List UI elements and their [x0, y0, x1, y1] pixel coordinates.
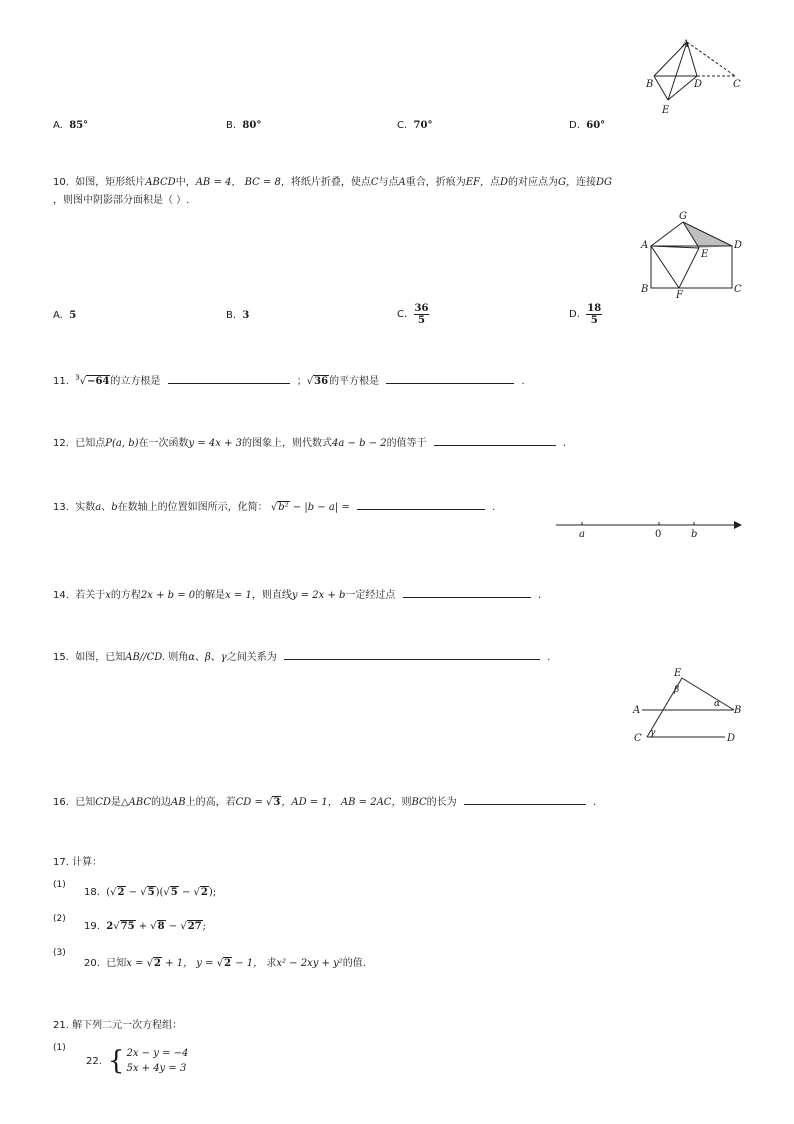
q13-number-line	[554, 515, 746, 543]
q9-label-c: C	[733, 79, 741, 90]
q11-blank-2[interactable]	[386, 373, 514, 384]
q10-label-g: G	[679, 211, 687, 222]
q15-figure	[630, 666, 746, 746]
q21-part-1: 22. { 2x − y = −4 5x + 4y = 3	[86, 1046, 189, 1076]
q17-part-1-index: (1)	[53, 880, 66, 890]
q10-label-d: D	[734, 240, 743, 251]
q10-option-a[interactable]: A. 5	[53, 310, 77, 321]
q10-label-a: A	[641, 240, 649, 251]
q15-label-e: E	[674, 668, 682, 679]
q17-part-2-index: (2)	[53, 914, 66, 924]
q15-label-b: B	[734, 705, 742, 716]
q9-option-d[interactable]: D. 60°	[569, 120, 606, 131]
q10-figure	[636, 210, 746, 300]
q10-option-d-fraction: $\frac{18}{5}$	[587, 303, 602, 326]
q16-blank[interactable]	[464, 794, 586, 805]
q13-blank[interactable]	[357, 499, 485, 510]
q9-option-b[interactable]: B. 80°	[226, 120, 262, 131]
q15-label-c: C	[634, 733, 642, 744]
q10-label-c: C	[734, 284, 742, 295]
q10-stem: 10. 如图，矩形纸片ABCD中，AB = 4， BC = 8，将纸片折叠，使点C与点A重合，折痕为EF，点D的对应点为G，连接DG	[53, 177, 613, 188]
q13-stem: 13. 实数a、b在数轴上的位置如图所示，化简： √b² − |b − a| = .	[53, 498, 495, 513]
q17-title: 17. 计算：	[53, 857, 103, 868]
q21-equation-2: 5x + 4y = 3	[126, 1063, 187, 1074]
q15-label-gamma: γ	[650, 728, 656, 738]
q9-label-a: A	[682, 39, 690, 50]
q10-stem-line2: ，则图中阴影部分面积是（ ）.	[53, 195, 190, 206]
q11-stem: 11. $^3$√−64的立方根是 ；√36的平方根是 .	[53, 373, 525, 387]
q16-stem: 16. 已知CD是△ABC的边AB上的高，若CD = √3，AD = 1， AB = 2AC，则BC的长为 .	[53, 793, 596, 808]
q21-equation-1: 2x − y = −4	[126, 1048, 189, 1059]
q17-part-2: 19. 2√75 + √8 − √27;	[84, 921, 207, 932]
q12-blank[interactable]	[434, 435, 556, 446]
q10-option-c[interactable]: C. $\frac{36}{5}$	[397, 303, 429, 326]
q10-option-d[interactable]: D. $\frac{18}{5}$	[569, 303, 602, 326]
q11-root-index: 3	[75, 373, 80, 382]
q9-label-b: B	[646, 79, 654, 90]
q11-blank-1[interactable]	[168, 373, 290, 384]
q21-title: 21. 解下列二元一次方程组：	[53, 1020, 183, 1031]
q14-blank[interactable]	[403, 587, 531, 598]
q13-axis-label-zero: 0	[655, 529, 662, 540]
q21-part-1-index: (1)	[53, 1043, 66, 1053]
q13-axis-label-b: b	[691, 529, 698, 540]
q15-label-a: A	[633, 705, 641, 716]
q17-part-3: 20. 已知x = √2 + 1， y = √2 − 1， 求x² − 2xy + y²的值.	[84, 958, 366, 969]
q17-part-3-index: (3)	[53, 948, 66, 958]
q9-label-e: E	[662, 105, 670, 116]
q21-brace: {	[107, 1046, 125, 1076]
q13-axis-label-a: a	[579, 529, 585, 540]
q15-label-alpha: α	[714, 699, 721, 709]
q9-figure	[640, 36, 750, 118]
q12-stem: 12. 已知点P(a, b)在一次函数y = 4x + 3的图象上，则代数式4a − b − 2的值等于 .	[53, 434, 566, 449]
q17-part-1: 18. (√2 − √5)(√5 − √2);	[84, 887, 217, 898]
q15-stem: 15. 如图，已知AB//CD. 则角α、β、γ之间关系为 .	[53, 648, 550, 663]
q15-label-d: D	[727, 733, 736, 744]
q10-option-c-fraction: $\frac{36}{5}$	[414, 303, 429, 326]
q9-label-d: D	[694, 79, 703, 90]
q9-option-c[interactable]: C. 70°	[397, 120, 433, 131]
q10-label-f: F	[676, 290, 683, 300]
q10-label-b: B	[641, 284, 649, 295]
q10-option-b[interactable]: B. 3	[226, 310, 250, 321]
q9-option-a[interactable]: A. 85°	[53, 120, 89, 131]
q15-blank[interactable]	[284, 649, 540, 660]
q14-stem: 14. 若关于x的方程2x + b = 0的解是x = 1，则直线y = 2x + b一定经过点 .	[53, 586, 541, 601]
q15-label-beta: β	[674, 685, 680, 695]
q10-label-e: E	[701, 249, 709, 260]
